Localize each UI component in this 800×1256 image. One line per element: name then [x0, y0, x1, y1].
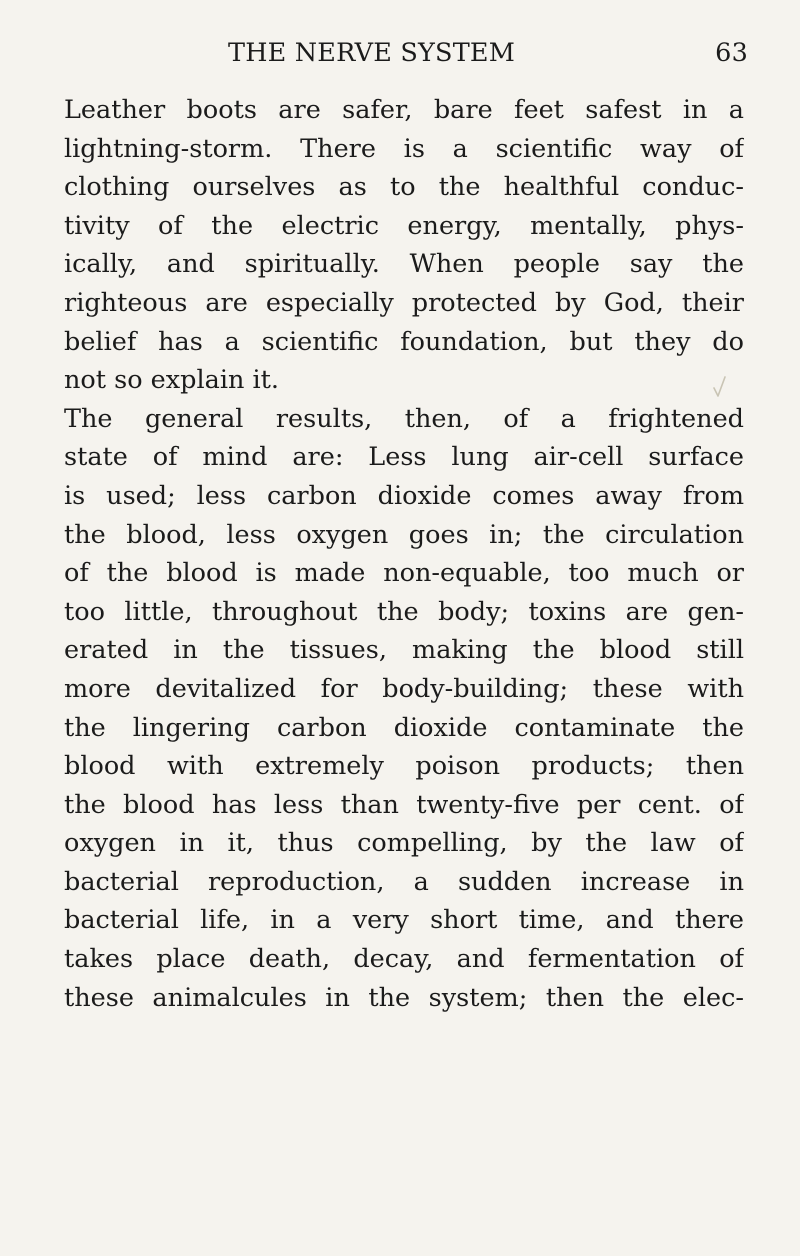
text-line: the blood, less oxygen goes in; the circulation: [64, 519, 744, 550]
text-line: bacterial life, in a very short time, and there: [64, 905, 744, 936]
text-line: not so explain it.: [64, 365, 280, 396]
text-line: blood with extremely poison products; then: [64, 751, 744, 782]
text-line: takes place death, decay, and fermentation of: [64, 944, 744, 975]
page-number: 63: [715, 38, 748, 68]
text-line: more devitalized for body-building; these with: [64, 673, 744, 704]
text-line: lightning-storm. There is a scientific way of: [64, 133, 744, 164]
text-line: the lingering carbon dioxide contaminate the: [64, 712, 744, 743]
text-line: righteous are especially protected by God, their: [64, 287, 744, 318]
text-line: Leather boots are safer, bare feet safest in a: [64, 95, 744, 125]
text-line: state of mind are: Less lung air-cell surface: [64, 442, 744, 473]
text-line: The general results, then, of a frightened: [64, 403, 744, 434]
text-line: these animalcules in the system; then the elec-: [64, 982, 744, 1013]
body-text: [64, 91, 744, 1017]
text-line: ically, and spiritually. When people say the: [64, 249, 744, 280]
text-line: bacterial reproduction, a sudden increase in: [64, 866, 744, 897]
text-line: too little, throughout the body; toxins are gen-: [64, 596, 744, 627]
text-line: erated in the tissues, making the blood still: [64, 635, 744, 666]
text-line: of the blood is made non-equable, too much or: [64, 558, 744, 589]
running-head: [228, 38, 748, 78]
text-line: belief has a scientific foundation, but they do: [64, 326, 744, 357]
running-head-title: THE NERVE SYSTEM: [228, 38, 516, 68]
text-line: oxygen in it, thus compelling, by the law of: [64, 828, 744, 859]
text-line: clothing ourselves as to the healthful conduc-: [64, 172, 744, 203]
text-line: is used; less carbon dioxide comes away from: [64, 480, 744, 511]
text-line: tivity of the electric energy, mentally, phys-: [64, 210, 744, 241]
pencil-tick-mark: [711, 374, 727, 400]
text-line: the blood has less than twenty-five per cent. of: [64, 789, 744, 820]
